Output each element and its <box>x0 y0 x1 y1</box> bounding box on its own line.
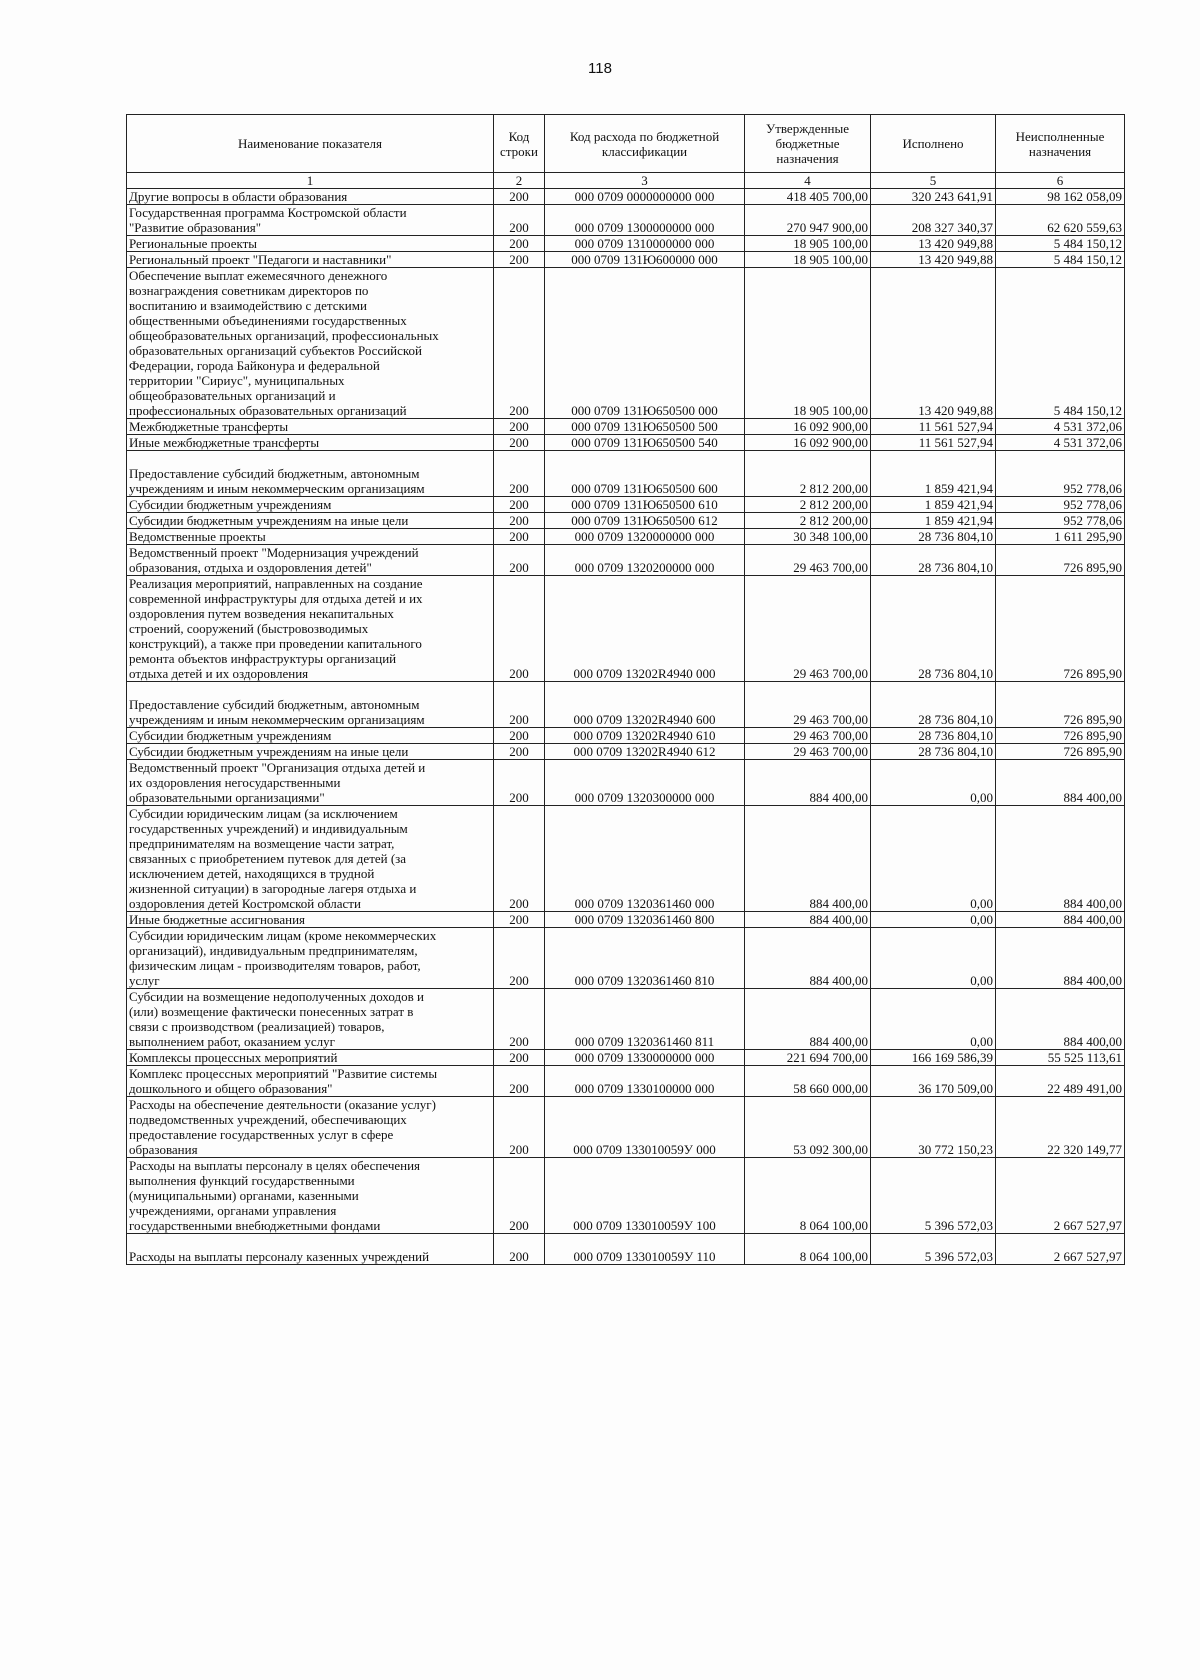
unexecuted-amount: 22 489 491,00 <box>996 1066 1125 1097</box>
line-code: 200 <box>494 419 545 435</box>
indicator-name: Субсидии бюджетным учреждениям <box>127 728 494 744</box>
approved-amount: 2 812 200,00 <box>745 497 871 513</box>
indicator-name: Ведомственные проекты <box>127 529 494 545</box>
executed-amount: 28 736 804,10 <box>871 728 996 744</box>
approved-amount: 58 660 000,00 <box>745 1066 871 1097</box>
table-row <box>127 1097 1125 1158</box>
line-code: 200 <box>494 545 545 576</box>
approved-amount: 30 348 100,00 <box>745 529 871 545</box>
table-row <box>127 989 1125 1050</box>
table-row <box>127 497 1125 513</box>
header-budget-code: Код расхода по бюджетной классификации <box>545 115 745 173</box>
column-number: 4 <box>745 173 871 189</box>
executed-amount: 28 736 804,10 <box>871 744 996 760</box>
indicator-name: Ведомственный проект "Модернизация учреждений образования, отдыха и оздоровления детей" <box>127 545 494 576</box>
approved-amount: 418 405 700,00 <box>745 189 871 205</box>
approved-amount: 29 463 700,00 <box>745 545 871 576</box>
approved-amount: 8 064 100,00 <box>745 1158 871 1234</box>
unexecuted-amount: 5 484 150,12 <box>996 236 1125 252</box>
executed-amount: 166 169 586,39 <box>871 1050 996 1066</box>
executed-amount: 1 859 421,94 <box>871 451 996 497</box>
table-row <box>127 576 1125 682</box>
indicator-name: Региональный проект "Педагоги и наставники" <box>127 252 494 268</box>
header-name: Наименование показателя <box>127 115 494 173</box>
unexecuted-amount: 952 778,06 <box>996 513 1125 529</box>
executed-amount: 13 420 949,88 <box>871 252 996 268</box>
indicator-name: Региональные проекты <box>127 236 494 252</box>
indicator-name: Комплекс процессных мероприятий "Развитие системы дошкольного и общего образования" <box>127 1066 494 1097</box>
unexecuted-amount: 5 484 150,12 <box>996 252 1125 268</box>
budget-classification-code: 000 0709 1320300000 000 <box>545 760 745 806</box>
executed-amount: 11 561 527,94 <box>871 419 996 435</box>
indicator-name: Расходы на обеспечение деятельности (оказание услуг) подведомственных учреждений, обеспечивающих предоставление государственных услуг в сфере образования <box>127 1097 494 1158</box>
indicator-name: Другие вопросы в области образования <box>127 189 494 205</box>
table-row <box>127 728 1125 744</box>
table-row <box>127 1050 1125 1066</box>
approved-amount: 29 463 700,00 <box>745 576 871 682</box>
column-number-row <box>127 173 1125 189</box>
table-body <box>127 189 1125 1265</box>
budget-classification-code: 000 0709 13202R4940 612 <box>545 744 745 760</box>
executed-amount: 28 736 804,10 <box>871 576 996 682</box>
line-code: 200 <box>494 189 545 205</box>
line-code: 200 <box>494 1234 545 1265</box>
line-code: 200 <box>494 928 545 989</box>
executed-amount: 5 396 572,03 <box>871 1234 996 1265</box>
column-number: 1 <box>127 173 494 189</box>
line-code: 200 <box>494 252 545 268</box>
table-row <box>127 419 1125 435</box>
approved-amount: 16 092 900,00 <box>745 435 871 451</box>
budget-classification-code: 000 0709 13202R4940 610 <box>545 728 745 744</box>
approved-amount: 221 694 700,00 <box>745 1050 871 1066</box>
executed-amount: 0,00 <box>871 928 996 989</box>
line-code: 200 <box>494 451 545 497</box>
budget-classification-code: 000 0709 1310000000 000 <box>545 236 745 252</box>
budget-classification-code: 000 0709 1320000000 000 <box>545 529 745 545</box>
approved-amount: 18 905 100,00 <box>745 236 871 252</box>
unexecuted-amount: 726 895,90 <box>996 576 1125 682</box>
budget-classification-code: 000 0709 1320361460 000 <box>545 806 745 912</box>
table-row <box>127 806 1125 912</box>
indicator-name: Расходы на выплаты персоналу казенных учреждений <box>127 1234 494 1265</box>
table-header-row <box>127 115 1125 173</box>
indicator-name: Субсидии на возмещение недополученных доходов и (или) возмещение фактически понесенных затрат в связи с производством (реализацией) товаров, выполнением работ, оказанием услуг <box>127 989 494 1050</box>
unexecuted-amount: 55 525 113,61 <box>996 1050 1125 1066</box>
column-number: 6 <box>996 173 1125 189</box>
budget-classification-code: 000 0709 133010059У 100 <box>545 1158 745 1234</box>
approved-amount: 53 092 300,00 <box>745 1097 871 1158</box>
line-code: 200 <box>494 576 545 682</box>
indicator-name: Государственная программа Костромской области "Развитие образования" <box>127 205 494 236</box>
executed-amount: 5 396 572,03 <box>871 1158 996 1234</box>
approved-amount: 29 463 700,00 <box>745 728 871 744</box>
budget-classification-code: 000 0709 131Ю650500 600 <box>545 451 745 497</box>
table-row <box>127 513 1125 529</box>
approved-amount: 884 400,00 <box>745 760 871 806</box>
table-row <box>127 268 1125 419</box>
unexecuted-amount: 884 400,00 <box>996 806 1125 912</box>
budget-classification-code: 000 0709 131Ю650500 610 <box>545 497 745 513</box>
budget-classification-code: 000 0709 131Ю650500 000 <box>545 268 745 419</box>
table-row <box>127 928 1125 989</box>
executed-amount: 1 859 421,94 <box>871 497 996 513</box>
approved-amount: 270 947 900,00 <box>745 205 871 236</box>
budget-classification-code: 000 0709 133010059У 110 <box>545 1234 745 1265</box>
executed-amount: 320 243 641,91 <box>871 189 996 205</box>
budget-classification-code: 000 0709 1320361460 800 <box>545 912 745 928</box>
line-code: 200 <box>494 989 545 1050</box>
column-number: 5 <box>871 173 996 189</box>
executed-amount: 11 561 527,94 <box>871 435 996 451</box>
indicator-name: Субсидии бюджетным учреждениям на иные цели <box>127 744 494 760</box>
budget-classification-code: 000 0709 13202R4940 600 <box>545 682 745 728</box>
approved-amount: 29 463 700,00 <box>745 744 871 760</box>
executed-amount: 0,00 <box>871 806 996 912</box>
unexecuted-amount: 4 531 372,06 <box>996 435 1125 451</box>
line-code: 200 <box>494 744 545 760</box>
line-code: 200 <box>494 728 545 744</box>
unexecuted-amount: 22 320 149,77 <box>996 1097 1125 1158</box>
approved-amount: 8 064 100,00 <box>745 1234 871 1265</box>
unexecuted-amount: 1 611 295,90 <box>996 529 1125 545</box>
budget-classification-code: 000 0709 1300000000 000 <box>545 205 745 236</box>
approved-amount: 18 905 100,00 <box>745 252 871 268</box>
line-code: 200 <box>494 1097 545 1158</box>
approved-amount: 16 092 900,00 <box>745 419 871 435</box>
unexecuted-amount: 952 778,06 <box>996 451 1125 497</box>
executed-amount: 28 736 804,10 <box>871 545 996 576</box>
unexecuted-amount: 884 400,00 <box>996 928 1125 989</box>
unexecuted-amount: 726 895,90 <box>996 545 1125 576</box>
line-code: 200 <box>494 513 545 529</box>
column-number: 3 <box>545 173 745 189</box>
executed-amount: 1 859 421,94 <box>871 513 996 529</box>
indicator-name: Обеспечение выплат ежемесячного денежного вознаграждения советникам директоров по воспитанию и взаимодействию с детскими общественными объединениями государственных общеобразовательных организаций, профессиональных образовательных организаций субъектов Российской Федерации, города Байконура и федеральной территории "Сириус", муниципальных общеобразовательных организаций и профессиональных образовательных организаций <box>127 268 494 419</box>
line-code: 200 <box>494 268 545 419</box>
line-code: 200 <box>494 435 545 451</box>
line-code: 200 <box>494 236 545 252</box>
budget-classification-code: 000 0709 131Ю650500 500 <box>545 419 745 435</box>
executed-amount: 13 420 949,88 <box>871 268 996 419</box>
table-row <box>127 189 1125 205</box>
page-number: 118 <box>588 60 612 77</box>
indicator-name: Иные межбюджетные трансферты <box>127 435 494 451</box>
line-code: 200 <box>494 806 545 912</box>
column-number: 2 <box>494 173 545 189</box>
line-code: 200 <box>494 912 545 928</box>
budget-classification-code: 000 0709 1320361460 810 <box>545 928 745 989</box>
indicator-name: Реализация мероприятий, направленных на создание современной инфраструктуры для отдыха детей и их оздоровления путем возведения некапитальных строений, сооружений (быстровозводимых конструкций), а также при проведении капитального ремонта объектов инфраструктуры организаций отдыха детей и их оздоровления <box>127 576 494 682</box>
indicator-name: Предоставление субсидий бюджетным, автономным учреждениям и иным некоммерческим организациям <box>127 451 494 497</box>
line-code: 200 <box>494 529 545 545</box>
line-code: 200 <box>494 760 545 806</box>
header-unexecuted: Неисполненные назначения <box>996 115 1125 173</box>
budget-classification-code: 000 0709 13202R4940 000 <box>545 576 745 682</box>
budget-classification-code: 000 0709 1330000000 000 <box>545 1050 745 1066</box>
line-code: 200 <box>494 1050 545 1066</box>
table-row <box>127 529 1125 545</box>
executed-amount: 28 736 804,10 <box>871 682 996 728</box>
table-row <box>127 760 1125 806</box>
unexecuted-amount: 4 531 372,06 <box>996 419 1125 435</box>
indicator-name: Субсидии бюджетным учреждениям на иные цели <box>127 513 494 529</box>
approved-amount: 2 812 200,00 <box>745 513 871 529</box>
unexecuted-amount: 62 620 559,63 <box>996 205 1125 236</box>
executed-amount: 0,00 <box>871 912 996 928</box>
line-code: 200 <box>494 497 545 513</box>
indicator-name: Комплексы процессных мероприятий <box>127 1050 494 1066</box>
unexecuted-amount: 98 162 058,09 <box>996 189 1125 205</box>
table-row <box>127 545 1125 576</box>
table-row <box>127 451 1125 497</box>
executed-amount: 28 736 804,10 <box>871 529 996 545</box>
unexecuted-amount: 884 400,00 <box>996 912 1125 928</box>
header-executed: Исполнено <box>871 115 996 173</box>
indicator-name: Межбюджетные трансферты <box>127 419 494 435</box>
approved-amount: 884 400,00 <box>745 928 871 989</box>
unexecuted-amount: 884 400,00 <box>996 760 1125 806</box>
table-row <box>127 252 1125 268</box>
executed-amount: 13 420 949,88 <box>871 236 996 252</box>
indicator-name: Субсидии юридическим лицам (за исключением государственных учреждений) и индивидуальным предпринимателям на возмещение части затрат, связанных с приобретением путевок для детей (за исключением детей, находящихся в трудной жизненной ситуации) в загородные лагеря отдыха и оздоровления детей Костромской области <box>127 806 494 912</box>
table-row <box>127 1234 1125 1265</box>
approved-amount: 884 400,00 <box>745 806 871 912</box>
executed-amount: 36 170 509,00 <box>871 1066 996 1097</box>
budget-classification-code: 000 0709 1330100000 000 <box>545 1066 745 1097</box>
line-code: 200 <box>494 1066 545 1097</box>
approved-amount: 884 400,00 <box>745 989 871 1050</box>
indicator-name: Предоставление субсидий бюджетным, автономным учреждениям и иным некоммерческим организациям <box>127 682 494 728</box>
executed-amount: 208 327 340,37 <box>871 205 996 236</box>
budget-classification-code: 000 0709 131Ю600000 000 <box>545 252 745 268</box>
table-row <box>127 1158 1125 1234</box>
unexecuted-amount: 952 778,06 <box>996 497 1125 513</box>
approved-amount: 884 400,00 <box>745 912 871 928</box>
budget-classification-code: 000 0709 131Ю650500 540 <box>545 435 745 451</box>
table-row <box>127 205 1125 236</box>
unexecuted-amount: 884 400,00 <box>996 989 1125 1050</box>
unexecuted-amount: 726 895,90 <box>996 744 1125 760</box>
indicator-name: Ведомственный проект "Организация отдыха детей и их оздоровления негосударственными образовательными организациями" <box>127 760 494 806</box>
unexecuted-amount: 5 484 150,12 <box>996 268 1125 419</box>
budget-classification-code: 000 0709 131Ю650500 612 <box>545 513 745 529</box>
unexecuted-amount: 2 667 527,97 <box>996 1158 1125 1234</box>
header-approved: Утвержденные бюджетные назначения <box>745 115 871 173</box>
table-row <box>127 912 1125 928</box>
indicator-name: Субсидии бюджетным учреждениям <box>127 497 494 513</box>
budget-classification-code: 000 0709 0000000000 000 <box>545 189 745 205</box>
table-row <box>127 682 1125 728</box>
executed-amount: 0,00 <box>871 760 996 806</box>
budget-classification-code: 000 0709 133010059У 000 <box>545 1097 745 1158</box>
approved-amount: 2 812 200,00 <box>745 451 871 497</box>
unexecuted-amount: 2 667 527,97 <box>996 1234 1125 1265</box>
table-row <box>127 435 1125 451</box>
executed-amount: 0,00 <box>871 989 996 1050</box>
line-code: 200 <box>494 205 545 236</box>
line-code: 200 <box>494 682 545 728</box>
unexecuted-amount: 726 895,90 <box>996 682 1125 728</box>
approved-amount: 18 905 100,00 <box>745 268 871 419</box>
indicator-name: Субсидии юридическим лицам (кроме некоммерческих организаций), индивидуальным предпринимателям, физическим лицам - производителям товаров, работ, услуг <box>127 928 494 989</box>
budget-execution-table <box>126 114 1125 1265</box>
header-line-code: Код строки <box>494 115 545 173</box>
approved-amount: 29 463 700,00 <box>745 682 871 728</box>
indicator-name: Иные бюджетные ассигнования <box>127 912 494 928</box>
unexecuted-amount: 726 895,90 <box>996 728 1125 744</box>
line-code: 200 <box>494 1158 545 1234</box>
table-row <box>127 236 1125 252</box>
indicator-name: Расходы на выплаты персоналу в целях обеспечения выполнения функций государственными (муниципальными) органами, казенными учреждениями, органами управления государственными внебюджетными фондами <box>127 1158 494 1234</box>
budget-classification-code: 000 0709 1320200000 000 <box>545 545 745 576</box>
budget-classification-code: 000 0709 1320361460 811 <box>545 989 745 1050</box>
executed-amount: 30 772 150,23 <box>871 1097 996 1158</box>
table-row <box>127 1066 1125 1097</box>
table-row <box>127 744 1125 760</box>
